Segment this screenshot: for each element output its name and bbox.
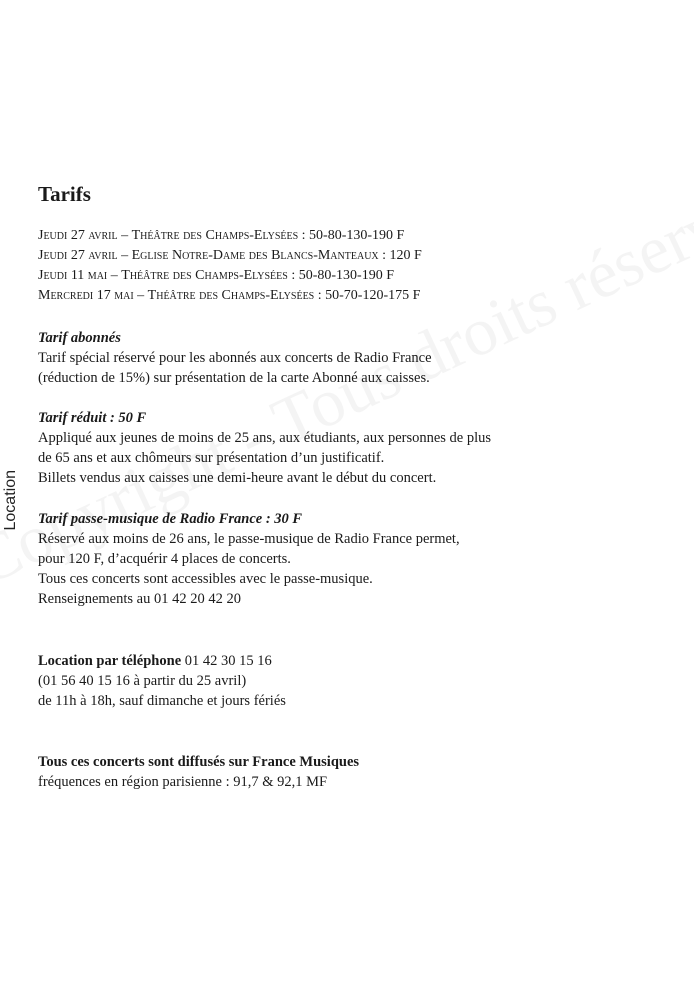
phone-number: 01 42 30 15 16 [184, 653, 272, 669]
section-heading: Tarif passe-musique de Radio France : 30 F [38, 511, 303, 527]
paragraph-line: Renseignements au 01 42 20 42 20 [38, 591, 241, 607]
paragraph-line: (01 56 40 15 16 à partir du 25 avril) [38, 673, 247, 689]
date-line: Jeudi 27 avril – Eglise Notre-Dame des Blancs-Manteaux : 120 F [38, 248, 422, 263]
paragraph-line: Réservé aux moins de 26 ans, le passe-musique de Radio France permet, [38, 531, 460, 547]
paragraph-line: Appliqué aux jeunes de moins de 25 ans, aux étudiants, aux personnes de plus [38, 430, 492, 446]
section-heading: Tarif abonnés [38, 330, 121, 346]
paragraph-line: de 11h à 18h, sauf dimanche et jours fériés [38, 693, 286, 709]
paragraph-line: Tarif spécial réservé pour les abonnés aux concerts de Radio France [38, 350, 432, 366]
margin-label: Location [2, 470, 19, 531]
paragraph-line: Billets vendus aux caisses une demi-heure avant le début du concert. [38, 470, 437, 486]
concert-dates-list [38, 226, 422, 306]
paragraph-line: Tous ces concerts sont accessibles avec le passe-musique. [38, 571, 373, 587]
paragraph-line: pour 120 F, d’acquérir 4 places de concerts. [38, 551, 291, 567]
date-line: Mercredi 17 mai – Théâtre des Champs-Elysées : 50-70-120-175 F [38, 288, 421, 303]
date-line: Jeudi 27 avril – Théâtre des Champs-Elysées : 50-80-130-190 F [38, 228, 405, 243]
location-telephone-section [38, 651, 286, 711]
diffusion-section [38, 752, 359, 792]
tarif-abonnes-section [38, 328, 432, 388]
paragraph-line: (réduction de 15%) sur présentation de la carte Abonné aux caisses. [38, 370, 430, 386]
section-heading: Location par téléphone [38, 653, 182, 669]
section-heading: Tous ces concerts sont diffusés sur France Musiques [38, 754, 360, 770]
page-title: Tarifs [38, 182, 91, 206]
tarif-reduit-section [38, 408, 491, 488]
section-heading: Tarif réduit : 50 F [38, 410, 147, 426]
paragraph-line: fréquences en région parisienne : 91,7 & 92,1 MF [38, 774, 328, 790]
paragraph-line: de 65 ans et aux chômeurs sur présentation d’un justificatif. [38, 450, 385, 466]
date-line: Jeudi 11 mai – Théâtre des Champs-Elysées : 50-80-130-190 F [38, 268, 394, 283]
location-phone-line [38, 651, 286, 671]
tarif-passe-musique-section [38, 509, 460, 609]
